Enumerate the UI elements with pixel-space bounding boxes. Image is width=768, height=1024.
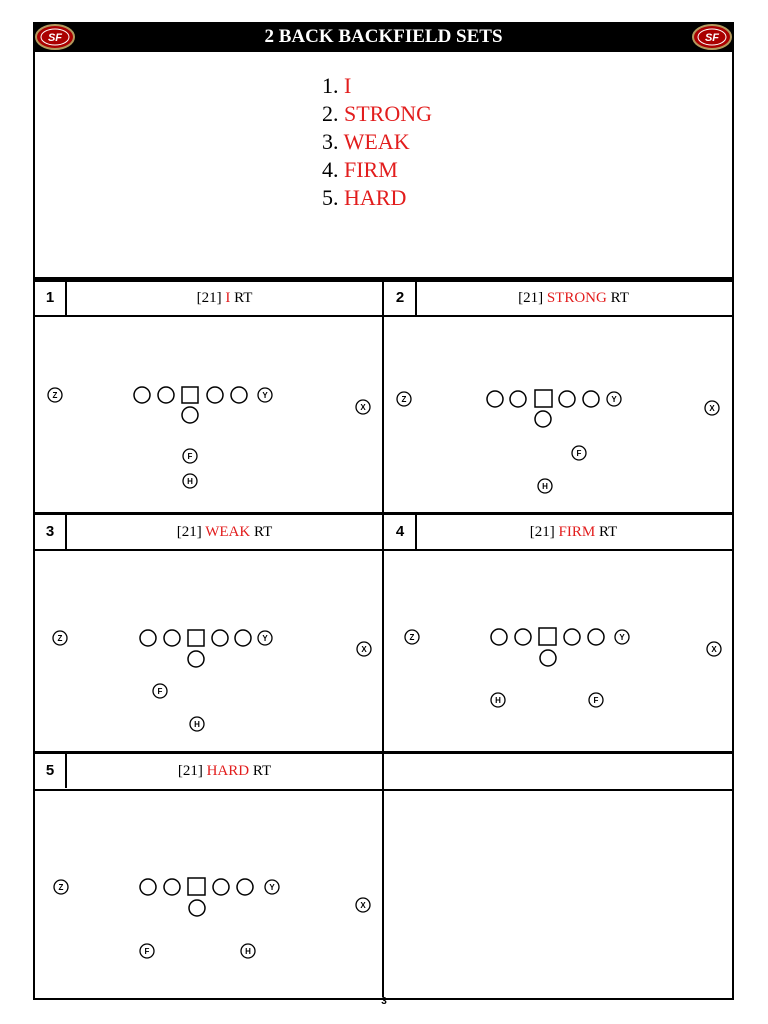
svg-text:Y: Y bbox=[269, 883, 275, 892]
svg-text:Z: Z bbox=[409, 633, 415, 642]
panel-number: 5 bbox=[35, 754, 67, 788]
offensive-line bbox=[140, 878, 253, 895]
svg-text:X: X bbox=[711, 645, 717, 654]
player-y bbox=[615, 630, 629, 644]
formation-diagram-i bbox=[35, 318, 382, 511]
svg-text:H: H bbox=[187, 477, 193, 486]
qb-circle bbox=[540, 650, 556, 666]
player-z bbox=[397, 392, 411, 406]
svg-text:H: H bbox=[194, 720, 200, 729]
page-title: 2 BACK BACKFIELD SETS bbox=[264, 26, 503, 47]
page-header bbox=[33, 22, 734, 52]
svg-text:Y: Y bbox=[262, 391, 268, 400]
svg-text:Y: Y bbox=[611, 395, 617, 404]
formation-diagram-firm bbox=[385, 552, 730, 750]
svg-text:H: H bbox=[542, 482, 548, 491]
center-square bbox=[182, 387, 198, 403]
player-y bbox=[607, 392, 621, 406]
logo-text: SF bbox=[704, 32, 720, 44]
formation-diagram-weak bbox=[35, 552, 382, 750]
divider bbox=[33, 549, 734, 551]
player-f bbox=[183, 449, 197, 463]
panel-number: 1 bbox=[35, 281, 67, 315]
page-number: 3 bbox=[381, 996, 387, 1007]
offensive-line bbox=[491, 628, 604, 645]
svg-text:X: X bbox=[360, 403, 366, 412]
player-f bbox=[140, 944, 154, 958]
list-item: 5. HARD bbox=[322, 185, 407, 210]
player-h bbox=[183, 474, 197, 488]
list-item: 1. I bbox=[322, 73, 352, 98]
offensive-line bbox=[134, 387, 247, 403]
player-x bbox=[357, 642, 371, 656]
player-h bbox=[491, 693, 505, 707]
svg-text:F: F bbox=[576, 449, 582, 458]
qb-circle bbox=[535, 411, 551, 427]
player-x bbox=[356, 898, 370, 912]
svg-text:Z: Z bbox=[401, 395, 407, 404]
player-f bbox=[589, 693, 603, 707]
panel-caption: [21] I RT bbox=[196, 290, 253, 306]
svg-text:F: F bbox=[157, 687, 163, 696]
player-y bbox=[265, 880, 279, 894]
svg-text:H: H bbox=[245, 947, 251, 956]
list-item: 4. FIRM bbox=[322, 157, 398, 182]
logo-text: SF bbox=[47, 32, 63, 44]
player-h bbox=[190, 717, 204, 731]
svg-text:F: F bbox=[144, 947, 150, 956]
center-square bbox=[539, 628, 556, 645]
panel-number: 2 bbox=[385, 281, 417, 315]
svg-text:X: X bbox=[361, 645, 367, 654]
player-z bbox=[48, 388, 62, 402]
svg-text:Y: Y bbox=[619, 633, 625, 642]
offensive-line bbox=[487, 390, 599, 407]
player-y bbox=[258, 631, 272, 645]
svg-text:F: F bbox=[187, 452, 193, 461]
formation-diagram-hard bbox=[35, 792, 382, 994]
player-x bbox=[705, 401, 719, 415]
player-x bbox=[356, 400, 370, 414]
player-z bbox=[53, 631, 67, 645]
formation-diagram-strong bbox=[385, 318, 730, 511]
divider bbox=[33, 315, 734, 317]
player-z bbox=[405, 630, 419, 644]
panel-caption: [21] WEAK RT bbox=[176, 524, 273, 540]
qb-circle bbox=[182, 407, 198, 423]
qb-circle bbox=[189, 900, 205, 916]
svg-text:Z: Z bbox=[58, 883, 64, 892]
panel-caption: [21] STRONG RT bbox=[518, 290, 629, 306]
panel-number: 4 bbox=[385, 515, 417, 549]
player-f bbox=[153, 684, 167, 698]
svg-text:X: X bbox=[360, 901, 366, 910]
player-h bbox=[538, 479, 552, 493]
player-f bbox=[572, 446, 586, 460]
divider bbox=[33, 789, 734, 791]
offensive-line bbox=[140, 630, 251, 646]
center-square bbox=[188, 878, 205, 895]
list-item: 2. STRONG bbox=[322, 101, 433, 126]
svg-text:Z: Z bbox=[57, 634, 63, 643]
panel-caption: [21] FIRM RT bbox=[529, 524, 618, 540]
formation-list bbox=[322, 72, 432, 212]
panel-caption: [21] HARD RT bbox=[177, 763, 272, 779]
svg-text:H: H bbox=[495, 696, 501, 705]
svg-text:Y: Y bbox=[262, 634, 268, 643]
player-h bbox=[241, 944, 255, 958]
list-item: 3. WEAK bbox=[322, 129, 410, 154]
svg-text:F: F bbox=[593, 696, 599, 705]
player-y bbox=[258, 388, 272, 402]
svg-text:X: X bbox=[709, 404, 715, 413]
player-x bbox=[707, 642, 721, 656]
grid-divider bbox=[382, 279, 384, 997]
player-z bbox=[54, 880, 68, 894]
sf-logo-icon bbox=[692, 24, 732, 50]
panel-number: 3 bbox=[35, 515, 67, 549]
qb-circle bbox=[188, 651, 204, 667]
svg-text:Z: Z bbox=[52, 391, 58, 400]
center-square bbox=[188, 630, 204, 646]
center-square bbox=[535, 390, 552, 407]
